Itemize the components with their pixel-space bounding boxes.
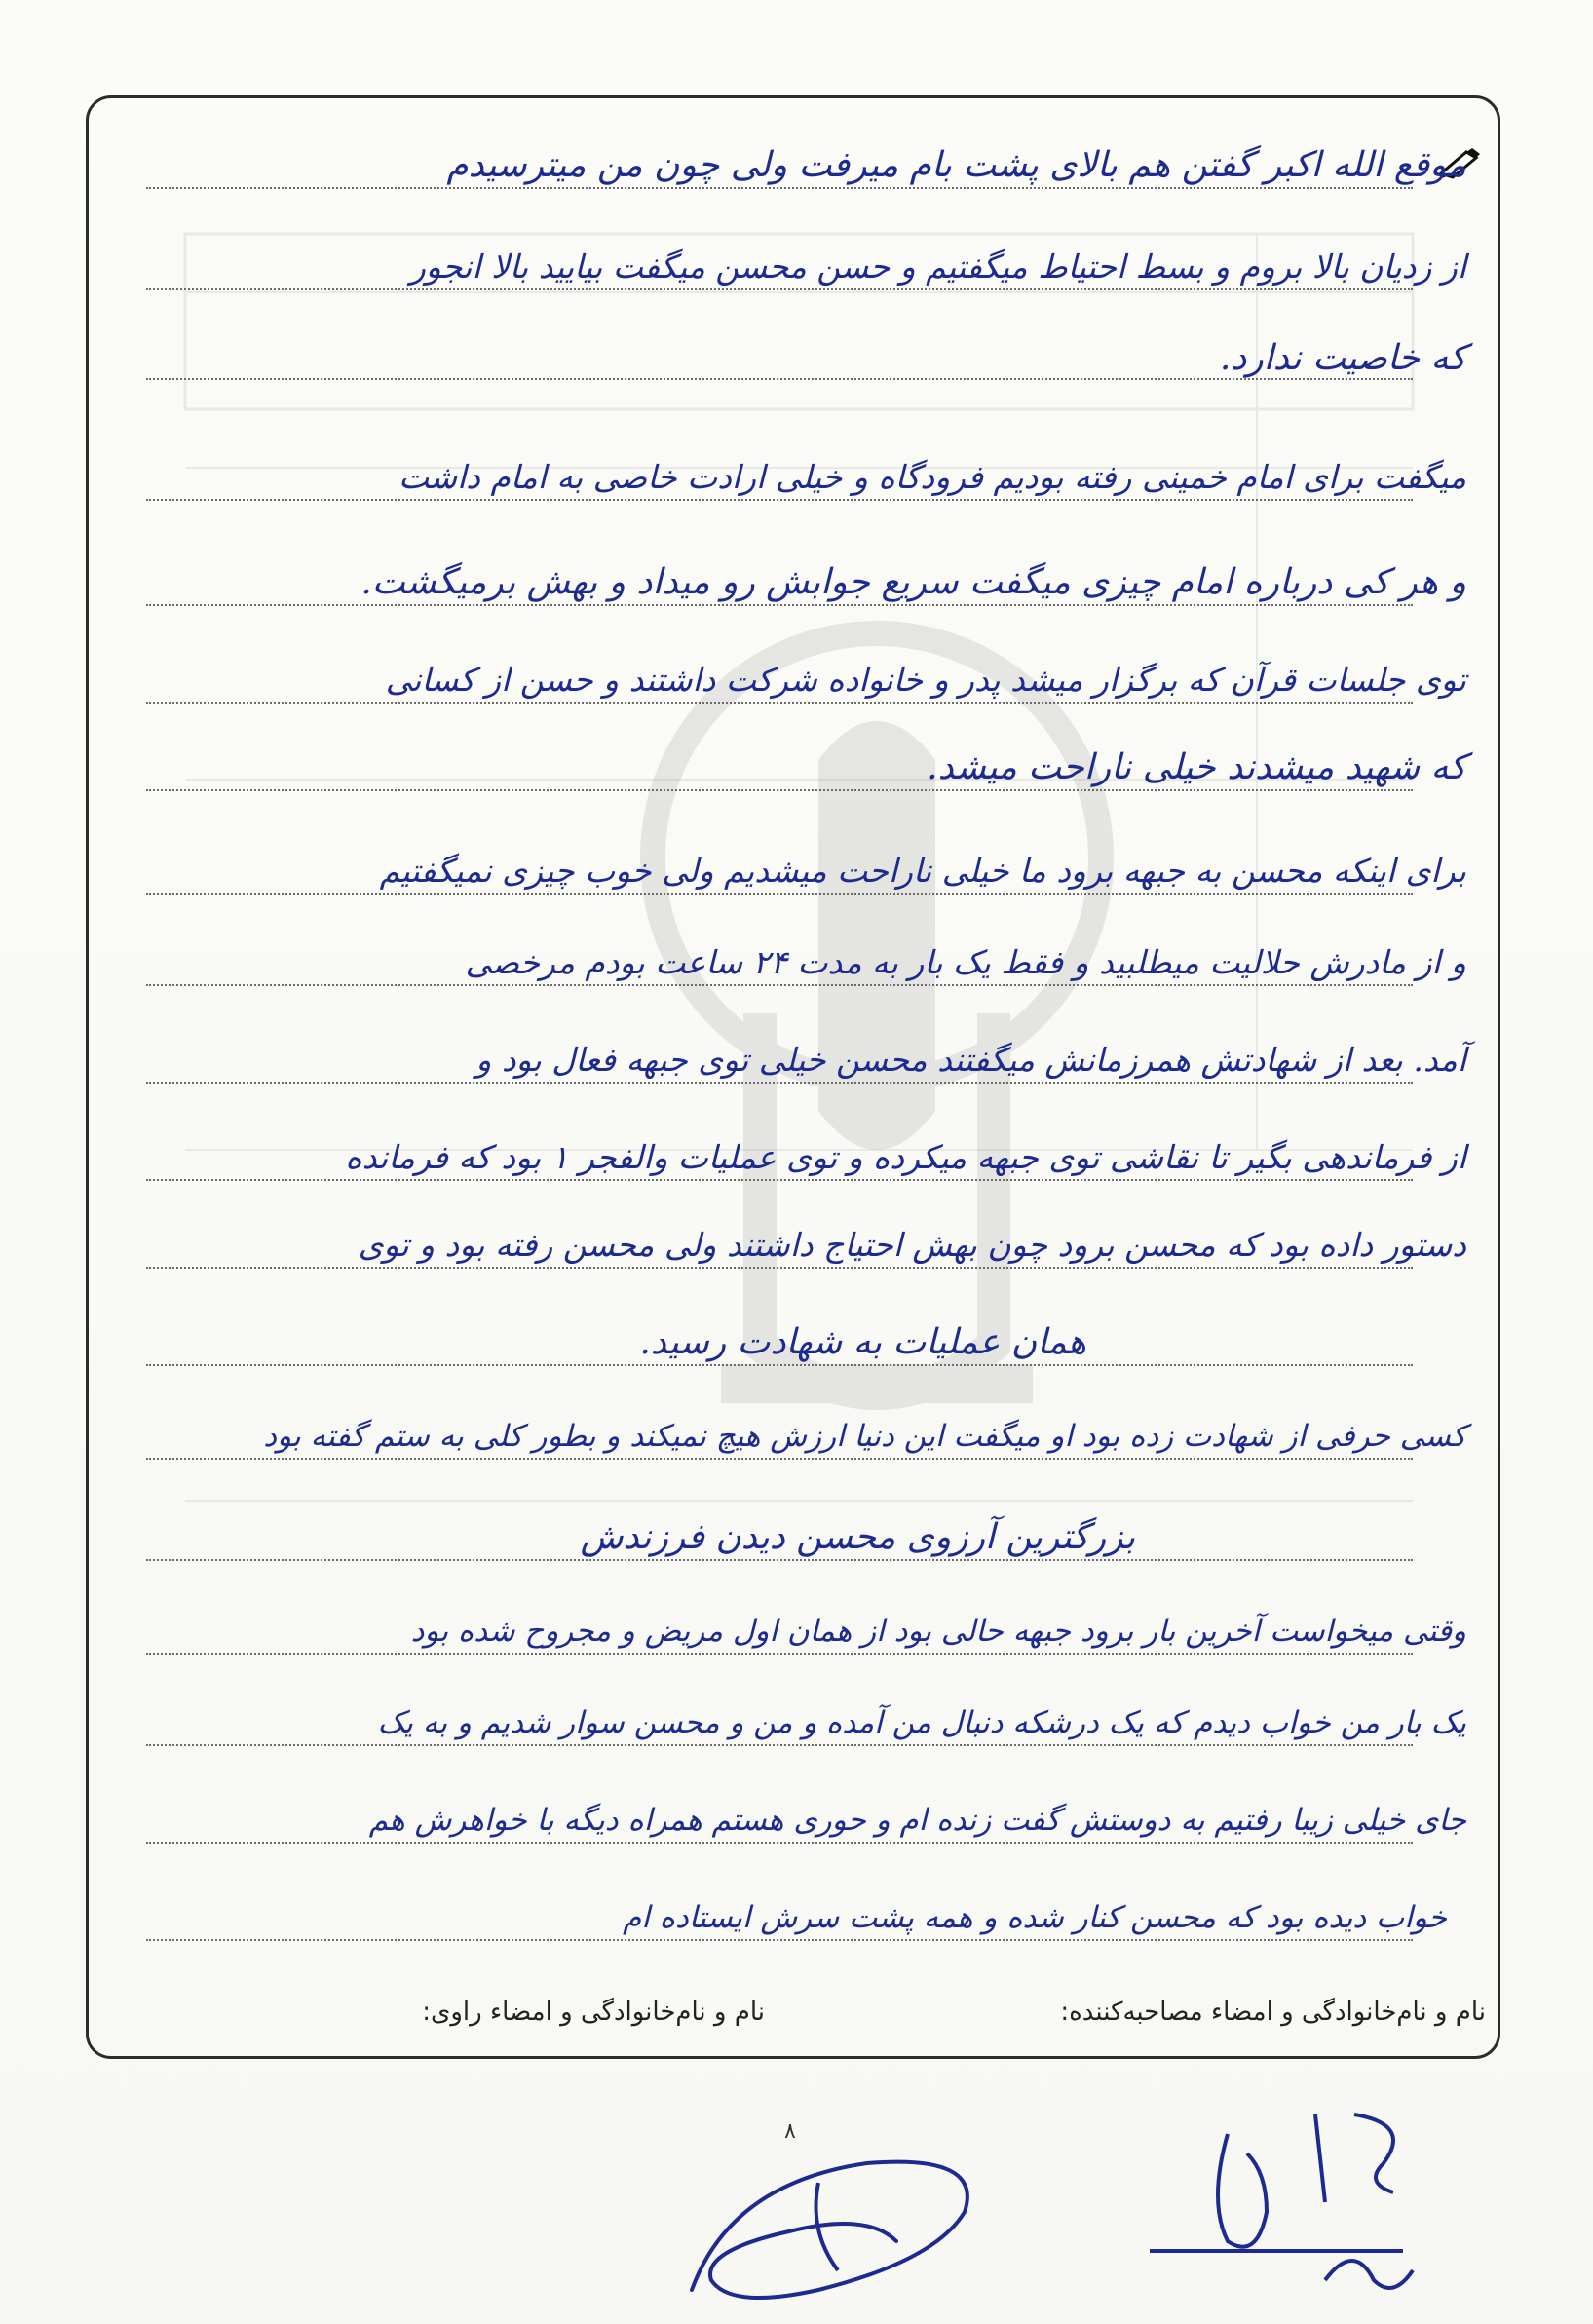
ruled-line <box>146 1559 1413 1561</box>
ruled-line <box>146 702 1413 704</box>
handwritten-line: از زدیان بالا بروم و بسط احتیاط میگفتیم و حسن محسن میگفت بیایید بالا انجور <box>409 248 1466 286</box>
ruled-line <box>146 1267 1413 1269</box>
handwritten-line: یک بار من خواب دیدم که یک درشکه دنبال من آمده و من و محسن سوار شدیم و به یک <box>377 1705 1466 1740</box>
ruled-line <box>146 1653 1413 1655</box>
ruled-line <box>146 1082 1413 1084</box>
handwritten-line: که شهید میشدند خیلی ناراحت میشد. <box>927 747 1466 787</box>
ruled-line <box>146 1179 1413 1181</box>
handwritten-line: که خاصیت ندارد. <box>1219 338 1466 378</box>
interviewer-signature-label: نام و نام‌خانوادگی و امضاء مصاحبه‌کننده: <box>1060 1998 1486 2027</box>
ruled-line <box>146 1842 1413 1844</box>
handwritten-line: همان عملیات به شهادت رسید. <box>639 1322 1086 1362</box>
handwritten-line: از فرماندهی بگیر تا نقاشی توی جبهه میکرده و توی عملیات والفجر ۱ بود که فرمانده <box>345 1138 1466 1176</box>
ruled-line <box>146 604 1413 606</box>
handwritten-line: برای اینکه محسن به جبهه برود ما خیلی ناراحت میشدیم ولی خوب چیزی نمیگفتیم <box>379 852 1466 890</box>
ruled-line <box>146 984 1413 986</box>
interviewer-signature <box>1120 2095 1432 2309</box>
narrator-signature-label: نام و نام‌خانوادگی و امضاء راوی: <box>422 1998 765 2027</box>
handwritten-line: دستور داده بود که محسن برود چون بهش احتیاج داشتند ولی محسن رفته بود و توی <box>358 1226 1466 1264</box>
handwritten-line: وقتی میخواست آخرین بار برود جبهه حالی بود از همان اول مریض و مجروح شده بود <box>410 1614 1466 1649</box>
ruled-line <box>146 288 1413 290</box>
handwritten-line: موقع الله اکبر گفتن هم بالای پشت بام میرفت ولی چون من میترسیدم <box>446 145 1466 185</box>
ruled-line <box>146 499 1413 501</box>
ruled-line <box>146 893 1413 895</box>
narrator-signature <box>672 2124 1023 2319</box>
handwritten-line: و از مادرش حلالیت میطلبید و فقط یک بار به مدت ۲۴ ساعت بودم مرخصی <box>465 943 1466 981</box>
handwritten-line: خواب دیده بود که محسن کنار شده و همه پشت سرش ایستاده ام <box>623 1900 1447 1935</box>
ruled-line <box>146 187 1413 189</box>
handwritten-line: جای خیلی زیبا رفتیم به دوستش گفت زنده ام و حوری هستم همراه دیگه با خواهرش هم <box>368 1803 1466 1838</box>
handwritten-line: توی جلسات قرآن که برگزار میشد پدر و خانواده شرکت داشتند و حسن از کسانی <box>385 661 1466 699</box>
ruled-line <box>146 789 1413 791</box>
ruled-line <box>146 1458 1413 1460</box>
handwritten-line: میگفت برای امام خمینی رفته بودیم فرودگاه و خیلی ارادت خاصی به امام داشت <box>398 458 1466 496</box>
ruled-line <box>146 1364 1413 1366</box>
ruled-line <box>146 1744 1413 1746</box>
handwritten-line: کسی حرفی از شهادت زده بود او میگفت این دنیا ارزش هیچ نمیکند و بطور کلی به ستم گفته بود <box>263 1419 1466 1454</box>
handwritten-line: و هر کی درباره امام چیزی میگفت سریع جوابش رو میداد و بهش برمیگشت. <box>360 562 1466 602</box>
page-number: ۸ <box>784 2119 796 2144</box>
handwritten-line: بزرگترین آرزوی محسن دیدن فرزندش <box>580 1517 1135 1557</box>
ruled-line <box>146 1939 1413 1941</box>
handwritten-line: آمد. بعد از شهادتش همرزمانش میگفتند محسن خیلی توی جبهه فعال بود و <box>475 1041 1466 1079</box>
